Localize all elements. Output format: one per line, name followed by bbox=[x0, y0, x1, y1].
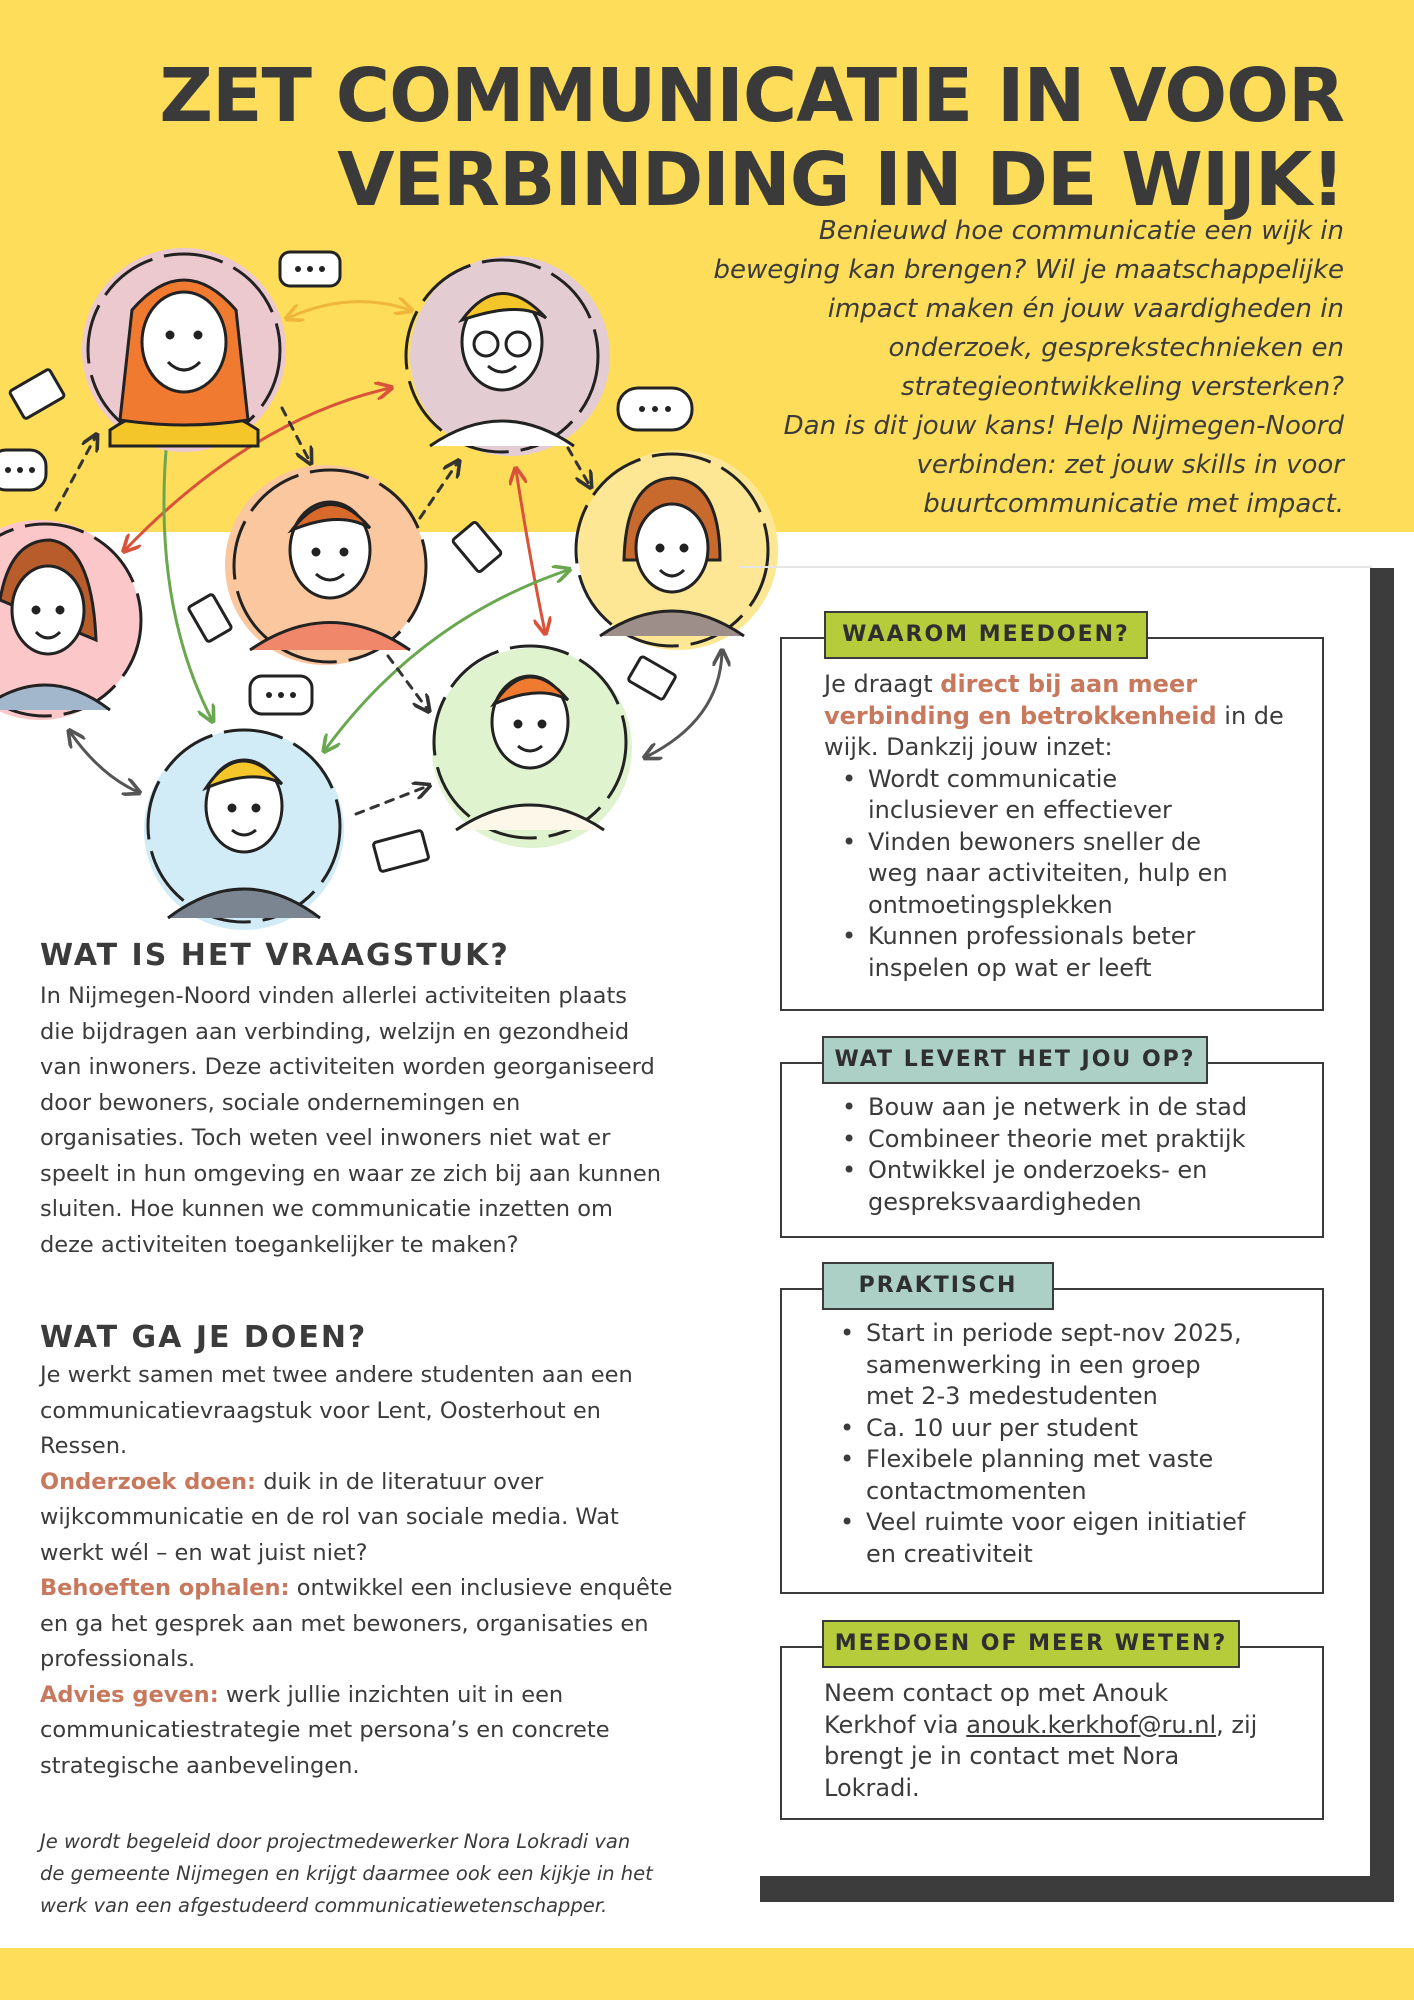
vraagstuk-text bbox=[40, 979, 710, 1263]
text-span: Kerkhof via bbox=[824, 1710, 967, 1739]
footnote-line: de gemeente Nijmegen en krijgt daarmee ook een kijkje in het bbox=[40, 1862, 653, 1885]
text-line: gespreksvaardigheden bbox=[868, 1187, 1142, 1216]
text-line: • Bouw aan je netwerk in de stad bbox=[868, 1093, 1248, 1121]
praktisch-box bbox=[780, 1288, 1324, 1594]
text-line: Ressen. bbox=[40, 1433, 128, 1459]
list-item bbox=[822, 1092, 1302, 1124]
intro-line: impact maken én jouw vaardigheden in bbox=[827, 294, 1344, 324]
title-line-2: VERBINDING IN DE WIJK! bbox=[337, 137, 1344, 223]
text-line: door bewoners, sociale ondernemingen en bbox=[40, 1089, 521, 1116]
text-line: • Kunnen professionals beter bbox=[868, 922, 1196, 950]
panel-shadow bbox=[760, 1876, 1394, 1902]
text-line: speelt in hun omgeving en waar ze zich bij aan kunnen bbox=[40, 1160, 662, 1187]
arrow-gray bbox=[70, 732, 138, 792]
intro-line: buurtcommunicatie met impact. bbox=[923, 489, 1344, 519]
list-item bbox=[822, 1155, 1302, 1218]
list-item bbox=[822, 1124, 1302, 1156]
panel-shadow bbox=[1370, 568, 1394, 1902]
text-line: • Flexibele planning met vaste bbox=[866, 1445, 1214, 1473]
text-span: Je draagt bbox=[824, 670, 941, 698]
intro-line: strategieontwikkeling versterken? bbox=[901, 372, 1344, 402]
list-item bbox=[820, 1444, 1302, 1507]
text-line: en creativiteit bbox=[866, 1539, 1033, 1568]
avatar-man-orange-shirt bbox=[225, 465, 426, 665]
intro-line: onderzoek, gesprekstechnieken en bbox=[888, 333, 1344, 363]
text-span: werk jullie inzichten uit in een bbox=[218, 1681, 564, 1708]
arrow-dashed bbox=[420, 462, 458, 518]
email-link[interactable]: anouk.kerkhof@ru.nl bbox=[966, 1710, 1217, 1739]
list-item bbox=[820, 1318, 1302, 1413]
contact-line: brengt je in contact met Nora bbox=[824, 1742, 1180, 1770]
behoeften-line bbox=[40, 1571, 710, 1607]
footer-band bbox=[0, 1948, 1414, 2000]
advies-line bbox=[40, 1678, 710, 1714]
doen-heading: WAT GA JE DOEN? bbox=[40, 1320, 368, 1355]
text-line: en ga het gesprek aan met bewoners, organisaties en bbox=[40, 1610, 649, 1637]
text-line: • Ontwikkel je onderzoeks- en bbox=[868, 1156, 1208, 1184]
levert-label: WAT LEVERT HET JOU OP? bbox=[822, 1036, 1208, 1084]
list-item bbox=[820, 1413, 1302, 1445]
list-item bbox=[820, 1507, 1302, 1570]
levert-list bbox=[822, 1092, 1302, 1218]
vraagstuk-heading: WAT IS HET VRAAGSTUK? bbox=[40, 938, 510, 973]
envelope-icon bbox=[9, 369, 65, 420]
behoeften-label: Behoeften ophalen: bbox=[40, 1575, 290, 1601]
advies-label: Advies geven: bbox=[40, 1681, 219, 1708]
contact-label: MEEDOEN OF MEER WETEN? bbox=[822, 1620, 1240, 1668]
text-line: • Ca. 10 uur per student bbox=[866, 1413, 1139, 1442]
contact-box bbox=[780, 1646, 1324, 1820]
avatar-woman-brown-bob bbox=[576, 450, 778, 650]
levert-box bbox=[780, 1062, 1324, 1238]
list-item bbox=[822, 764, 1302, 827]
footnote-line: werk van een afgestudeerd communicatiewetenschapper. bbox=[40, 1894, 608, 1917]
text-line: contactmomenten bbox=[866, 1476, 1087, 1505]
text-line: communicatiestrategie met persona’s en concrete bbox=[40, 1717, 610, 1743]
text-line: met 2-3 medestudenten bbox=[866, 1382, 1158, 1410]
text-line: professionals. bbox=[40, 1646, 196, 1672]
list-item bbox=[822, 827, 1302, 922]
intro-line: beweging kan brengen? Wil je maatschappelijke bbox=[713, 255, 1344, 285]
intro-line: verbinden: zet jouw skills in voor bbox=[916, 450, 1344, 480]
text-line: • Veel ruimte voor eigen initiatief bbox=[866, 1508, 1246, 1536]
contact-line bbox=[824, 1710, 1302, 1742]
contact-line: Neem contact op met Anouk bbox=[824, 1679, 1169, 1707]
text-line: ontmoetingsplekken bbox=[868, 890, 1113, 919]
text-line: sluiten. Hoe kunnen we communicatie inzetten om bbox=[40, 1196, 613, 1222]
arrow-dashed bbox=[356, 786, 428, 814]
text-span: in de bbox=[1216, 701, 1284, 730]
avatar-man-blazer bbox=[144, 730, 344, 930]
envelope-icon bbox=[452, 521, 502, 572]
text-span: ontwikkel een inclusieve enquête bbox=[289, 1575, 673, 1601]
text-line: In Nijmegen-Noord vinden allerlei activiteiten plaats bbox=[40, 983, 627, 1009]
doen-text bbox=[40, 1358, 710, 1784]
envelope-icon bbox=[373, 830, 429, 872]
waarom-line bbox=[824, 669, 1302, 701]
arrow-dashed bbox=[388, 656, 428, 710]
text-line: organisaties. Toch weten veel inwoners niet wat er bbox=[40, 1125, 611, 1151]
praktisch-list bbox=[820, 1318, 1302, 1570]
avatar-man-turtleneck bbox=[432, 646, 632, 848]
text-line: strategische aanbevelingen. bbox=[40, 1752, 360, 1779]
avatar-man-glasses bbox=[406, 256, 610, 456]
page-title bbox=[159, 54, 1344, 222]
waarom-list bbox=[822, 764, 1302, 985]
text-line: die bijdragen aan verbinding, welzijn en gezondheid bbox=[40, 1018, 630, 1045]
panel-divider bbox=[740, 566, 1372, 568]
text-line: weg naar activiteiten, hulp en bbox=[868, 859, 1228, 887]
list-item bbox=[822, 921, 1302, 984]
text-line: werkt wél – en wat juist niet? bbox=[40, 1539, 368, 1566]
avatar-woman-red-hair bbox=[82, 248, 286, 452]
text-span: , zij bbox=[1216, 1710, 1258, 1739]
praktisch-label: PRAKTISCH bbox=[822, 1262, 1054, 1310]
waarom-line bbox=[824, 701, 1302, 733]
text-line: • Vinden bewoners sneller de bbox=[868, 827, 1201, 856]
accent-text: verbinding en betrokkenheid bbox=[824, 701, 1217, 730]
footnote-line: Je wordt begeleid door projectmedewerker Nora Lokradi van bbox=[40, 1830, 631, 1853]
waarom-line: wijk. Dankzij jouw inzet: bbox=[824, 733, 1113, 761]
text-line: van inwoners. Deze activiteiten worden georganiseerd bbox=[40, 1054, 655, 1080]
text-line: wijkcommunicatie en de rol van sociale media. Wat bbox=[40, 1504, 619, 1530]
arrow-yellow bbox=[288, 302, 410, 318]
arrow-dashed bbox=[56, 436, 96, 510]
arrow-dashed bbox=[568, 448, 590, 486]
footnote bbox=[40, 1826, 720, 1922]
onderzoek-line bbox=[40, 1465, 710, 1501]
envelope-icon bbox=[188, 594, 232, 643]
contact-line: Lokradi. bbox=[824, 1773, 920, 1802]
arrow-green bbox=[164, 428, 212, 720]
waarom-label: WAAROM MEEDOEN? bbox=[824, 611, 1148, 659]
waarom-box bbox=[780, 637, 1324, 1011]
intro-line: Benieuwd hoe communicatie een wijk in bbox=[818, 216, 1344, 246]
title-line-1: ZET COMMUNICATIE IN VOOR bbox=[159, 53, 1344, 139]
onderzoek-label: Onderzoek doen: bbox=[40, 1468, 257, 1495]
people-network-illustration bbox=[0, 240, 790, 940]
text-span: duik in de literatuur over bbox=[256, 1468, 544, 1495]
text-line: deze activiteiten toegankelijker te maken? bbox=[40, 1231, 519, 1258]
arrow-red-vertical bbox=[516, 470, 545, 632]
avatar-woman-left bbox=[0, 520, 141, 720]
text-line: inclusiever en effectiever bbox=[868, 796, 1172, 824]
text-line: Je werkt samen met twee andere studenten aan een bbox=[40, 1362, 633, 1388]
envelope-icon bbox=[628, 656, 677, 700]
text-line: communicatievraagstuk voor Lent, Oosterhout en bbox=[40, 1397, 601, 1424]
text-line: • Start in periode sept-nov 2025, bbox=[866, 1319, 1242, 1347]
intro-line: Dan is dit jouw kans! Help Nijmegen-Noord bbox=[783, 411, 1344, 441]
text-line: samenwerking in een groep bbox=[866, 1350, 1201, 1379]
text-line: inspelen op wat er leeft bbox=[868, 953, 1152, 982]
text-line: • Combineer theorie met praktijk bbox=[868, 1124, 1246, 1153]
accent-text: direct bij aan meer bbox=[940, 670, 1198, 698]
text-line: • Wordt communicatie bbox=[868, 764, 1118, 793]
